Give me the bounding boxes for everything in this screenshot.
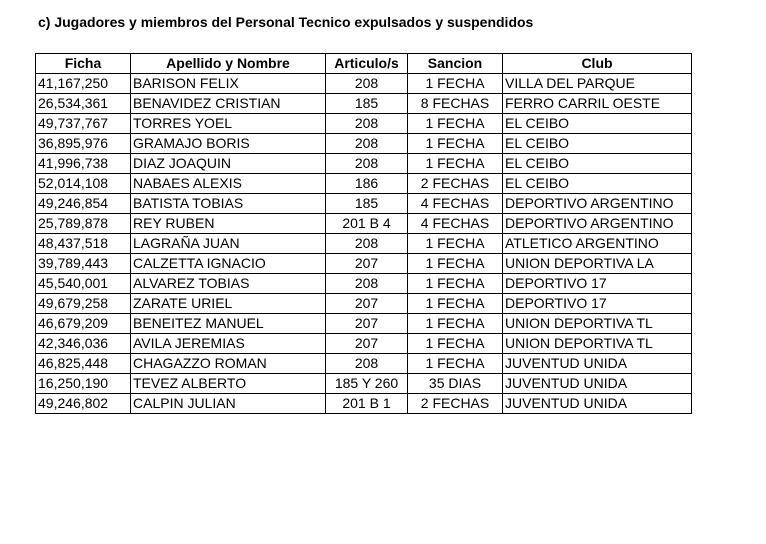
table-row — [36, 354, 692, 374]
cell-club: EL CEIBO — [503, 134, 692, 154]
cell-club: UNION DEPORTIVA LA — [503, 254, 692, 274]
cell-ficha: 42,346,036 — [36, 334, 131, 354]
cell-articulo: 207 — [326, 334, 408, 354]
cell-ficha: 36,895,976 — [36, 134, 131, 154]
table-row — [36, 194, 692, 214]
cell-ficha: 16,250,190 — [36, 374, 131, 394]
cell-ficha: 46,825,448 — [36, 354, 131, 374]
cell-club: EL CEIBO — [503, 114, 692, 134]
cell-name: BENAVIDEZ CRISTIAN — [131, 94, 326, 114]
cell-name: AVILA JEREMIAS — [131, 334, 326, 354]
table-body — [36, 74, 692, 414]
cell-name: LAGRAÑA JUAN — [131, 234, 326, 254]
cell-sancion: 2 FECHAS — [408, 394, 503, 414]
cell-articulo: 208 — [326, 114, 408, 134]
cell-name: CALZETTA IGNACIO — [131, 254, 326, 274]
column-header-articulo: Articulo/s — [326, 54, 408, 74]
cell-club: DEPORTIVO 17 — [503, 294, 692, 314]
cell-sancion: 35 DIAS — [408, 374, 503, 394]
cell-ficha: 26,534,361 — [36, 94, 131, 114]
cell-ficha: 41,996,738 — [36, 154, 131, 174]
cell-articulo: 207 — [326, 254, 408, 274]
table-row — [36, 134, 692, 154]
cell-articulo: 186 — [326, 174, 408, 194]
cell-sancion: 1 FECHA — [408, 294, 503, 314]
cell-club: ATLETICO ARGENTINO — [503, 234, 692, 254]
cell-articulo: 208 — [326, 154, 408, 174]
cell-name: BATISTA TOBIAS — [131, 194, 326, 214]
column-header-ficha: Ficha — [36, 54, 131, 74]
cell-name: ZARATE URIEL — [131, 294, 326, 314]
section-heading: c) Jugadores y miembros del Personal Tecnico expulsados y suspendidos — [38, 14, 534, 30]
cell-club: JUVENTUD UNIDA — [503, 354, 692, 374]
cell-ficha: 49,246,802 — [36, 394, 131, 414]
cell-ficha: 25,789,878 — [36, 214, 131, 234]
cell-club: UNION DEPORTIVA TL — [503, 334, 692, 354]
cell-articulo: 208 — [326, 234, 408, 254]
cell-name: BENEITEZ MANUEL — [131, 314, 326, 334]
cell-ficha: 39,789,443 — [36, 254, 131, 274]
cell-sancion: 4 FECHAS — [408, 214, 503, 234]
cell-name: ALVAREZ TOBIAS — [131, 274, 326, 294]
cell-sancion: 1 FECHA — [408, 154, 503, 174]
cell-club: DEPORTIVO ARGENTINO — [503, 194, 692, 214]
table-row — [36, 214, 692, 234]
cell-sancion: 1 FECHA — [408, 134, 503, 154]
cell-articulo: 207 — [326, 314, 408, 334]
cell-articulo: 201 B 1 — [326, 394, 408, 414]
cell-articulo: 185 — [326, 94, 408, 114]
table-row — [36, 294, 692, 314]
cell-club: EL CEIBO — [503, 154, 692, 174]
table-row — [36, 94, 692, 114]
cell-sancion: 1 FECHA — [408, 314, 503, 334]
cell-sancion: 1 FECHA — [408, 234, 503, 254]
table-row — [36, 234, 692, 254]
column-header-club: Club — [503, 54, 692, 74]
table-row — [36, 394, 692, 414]
cell-name: TEVEZ ALBERTO — [131, 374, 326, 394]
cell-sancion: 2 FECHAS — [408, 174, 503, 194]
cell-articulo: 185 Y 260 — [326, 374, 408, 394]
cell-articulo: 201 B 4 — [326, 214, 408, 234]
cell-sancion: 1 FECHA — [408, 114, 503, 134]
cell-articulo: 208 — [326, 354, 408, 374]
cell-club: VILLA DEL PARQUE — [503, 74, 692, 94]
cell-ficha: 46,679,209 — [36, 314, 131, 334]
column-header-sancion: Sancion — [408, 54, 503, 74]
column-header-name: Apellido y Nombre — [131, 54, 326, 74]
cell-articulo: 208 — [326, 74, 408, 94]
table-row — [36, 374, 692, 394]
cell-club: JUVENTUD UNIDA — [503, 374, 692, 394]
cell-ficha: 49,679,258 — [36, 294, 131, 314]
cell-ficha: 48,437,518 — [36, 234, 131, 254]
cell-sancion: 8 FECHAS — [408, 94, 503, 114]
cell-club: EL CEIBO — [503, 174, 692, 194]
cell-articulo: 185 — [326, 194, 408, 214]
cell-ficha: 41,167,250 — [36, 74, 131, 94]
suspensions-table — [35, 53, 692, 414]
cell-name: DIAZ JOAQUIN — [131, 154, 326, 174]
table-row — [36, 314, 692, 334]
table-row — [36, 154, 692, 174]
table-row — [36, 174, 692, 194]
cell-sancion: 1 FECHA — [408, 334, 503, 354]
cell-name: BARISON FELIX — [131, 74, 326, 94]
cell-ficha: 45,540,001 — [36, 274, 131, 294]
cell-articulo: 208 — [326, 274, 408, 294]
cell-ficha: 52,014,108 — [36, 174, 131, 194]
cell-name: GRAMAJO BORIS — [131, 134, 326, 154]
table-header-row — [36, 54, 692, 74]
cell-name: CHAGAZZO ROMAN — [131, 354, 326, 374]
cell-ficha: 49,246,854 — [36, 194, 131, 214]
table-row — [36, 334, 692, 354]
cell-sancion: 1 FECHA — [408, 354, 503, 374]
cell-sancion: 4 FECHAS — [408, 194, 503, 214]
table-row — [36, 254, 692, 274]
cell-name: REY RUBEN — [131, 214, 326, 234]
cell-ficha: 49,737,767 — [36, 114, 131, 134]
cell-articulo: 207 — [326, 294, 408, 314]
cell-club: FERRO CARRIL OESTE — [503, 94, 692, 114]
table-row — [36, 274, 692, 294]
cell-sancion: 1 FECHA — [408, 254, 503, 274]
cell-name: TORRES YOEL — [131, 114, 326, 134]
cell-club: UNION DEPORTIVA TL — [503, 314, 692, 334]
table-row — [36, 114, 692, 134]
cell-club: DEPORTIVO 17 — [503, 274, 692, 294]
cell-sancion: 1 FECHA — [408, 274, 503, 294]
cell-name: CALPIN JULIAN — [131, 394, 326, 414]
table-row — [36, 74, 692, 94]
cell-name: NABAES ALEXIS — [131, 174, 326, 194]
cell-club: JUVENTUD UNIDA — [503, 394, 692, 414]
cell-sancion: 1 FECHA — [408, 74, 503, 94]
cell-articulo: 208 — [326, 134, 408, 154]
cell-club: DEPORTIVO ARGENTINO — [503, 214, 692, 234]
